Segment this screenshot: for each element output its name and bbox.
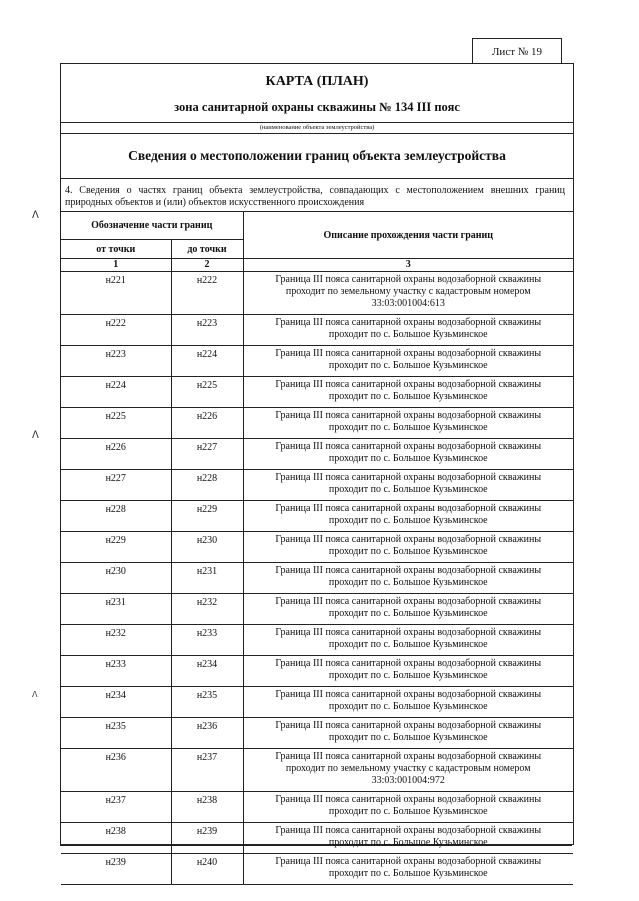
to-point-cell: н226: [171, 408, 243, 439]
description-cell: [243, 656, 573, 687]
to-point-cell: н237: [171, 749, 243, 792]
table-row: [61, 346, 573, 377]
description-cell: [243, 346, 573, 377]
table-row: [61, 408, 573, 439]
sheet-number: Лист № 19: [472, 38, 562, 64]
description-line: проходит по земельному участку с кадастровым номером: [285, 286, 531, 297]
description-line: Граница III пояса санитарной охраны водозаборной скважины: [275, 472, 542, 483]
description-line: проходит по с. Большое Кузьминское: [328, 360, 488, 371]
table-row: [61, 625, 573, 656]
frame-bottom-line: [60, 843, 572, 846]
from-point-cell: н230: [61, 563, 171, 594]
from-point-cell: н234: [61, 687, 171, 718]
table-row: [61, 854, 573, 885]
from-point-cell: н226: [61, 439, 171, 470]
from-point-cell: н221: [61, 272, 171, 315]
object-caption: (наименование объекта землеустройства): [61, 123, 573, 134]
to-point-cell: н236: [171, 718, 243, 749]
table-row: [61, 563, 573, 594]
description-cell: [243, 594, 573, 625]
description-line: проходит по с. Большое Кузьминское: [328, 422, 488, 433]
to-point-cell: н232: [171, 594, 243, 625]
description-cell: [243, 854, 573, 885]
section-note: 4. Сведения о частях границ объекта землеустройства, совпадающих с местоположением внешних границ природных объектов и (или) объектов искусственного происхождения: [61, 179, 573, 212]
description-line: проходит по с. Большое Кузьминское: [328, 639, 488, 650]
to-point-cell: н235: [171, 687, 243, 718]
description-cell: [243, 749, 573, 792]
description-line: Граница III пояса санитарной охраны водозаборной скважины: [275, 689, 542, 700]
description-line: проходит по с. Большое Кузьминское: [328, 732, 488, 743]
table-row: [61, 470, 573, 501]
description-line: Граница III пояса санитарной охраны водозаборной скважины: [275, 348, 542, 359]
description-cell: [243, 272, 573, 315]
description-line: проходит по земельному участку с кадастровым номером: [285, 763, 531, 774]
description-cell: [243, 532, 573, 563]
header-col-number: 1: [61, 259, 171, 272]
from-point-cell: н222: [61, 315, 171, 346]
to-point-cell: н228: [171, 470, 243, 501]
margin-mark: ⴷ: [32, 210, 39, 221]
description-line: проходит по с. Большое Кузьминское: [328, 546, 488, 557]
description-line: Граница III пояса санитарной охраны водозаборной скважины: [275, 565, 542, 576]
description-cell: [243, 687, 573, 718]
description-line: проходит по с. Большое Кузьминское: [328, 608, 488, 619]
header-col-number: 3: [243, 259, 573, 272]
description-cell: [243, 408, 573, 439]
header-from-point: от точки: [61, 240, 171, 259]
description-cell: [243, 718, 573, 749]
description-line: проходит по с. Большое Кузьминское: [328, 391, 488, 402]
description-line: 33:03:001004:613: [371, 298, 445, 309]
table-row: [61, 501, 573, 532]
description-line: Граница III пояса санитарной охраны водозаборной скважины: [275, 751, 542, 762]
description-line: Граница III пояса санитарной охраны водозаборной скважины: [275, 627, 542, 638]
description-cell: [243, 501, 573, 532]
table-row: [61, 377, 573, 408]
description-line: Граница III пояса санитарной охраны водозаборной скважины: [275, 503, 542, 514]
to-point-cell: н239: [171, 823, 243, 854]
description-cell: [243, 377, 573, 408]
table-row: [61, 718, 573, 749]
description-cell: [243, 823, 573, 854]
header-part-designation: Обозначение части границ: [61, 212, 243, 240]
to-point-cell: н233: [171, 625, 243, 656]
from-point-cell: н227: [61, 470, 171, 501]
description-line: Граница III пояса санитарной охраны водозаборной скважины: [275, 856, 542, 867]
description-cell: [243, 315, 573, 346]
document-subtitle: зона санитарной охраны скважины № 134 III пояс: [174, 100, 460, 114]
header-description: Описание прохождения части границ: [243, 212, 573, 259]
description-line: проходит по с. Большое Кузьминское: [328, 806, 488, 817]
from-point-cell: н229: [61, 532, 171, 563]
description-line: Граница III пояса санитарной охраны водозаборной скважины: [275, 596, 542, 607]
table-row: [61, 439, 573, 470]
description-cell: [243, 563, 573, 594]
description-line: проходит по с. Большое Кузьминское: [328, 484, 488, 495]
description-line: Граница III пояса санитарной охраны водозаборной скважины: [275, 317, 542, 328]
description-cell: [243, 470, 573, 501]
description-line: Граница III пояса санитарной охраны водозаборной скважины: [275, 410, 542, 421]
margin-mark: ⴷ: [32, 430, 39, 441]
to-point-cell: н230: [171, 532, 243, 563]
table-body: [61, 272, 573, 885]
description-cell: [243, 625, 573, 656]
description-cell: [243, 439, 573, 470]
to-point-cell: н234: [171, 656, 243, 687]
description-line: проходит по с. Большое Кузьминское: [328, 329, 488, 340]
description-line: Граница III пояса санитарной охраны водозаборной скважины: [275, 441, 542, 452]
section-title: Сведения о местоположении границ объекта землеустройства: [61, 134, 573, 179]
to-point-cell: н224: [171, 346, 243, 377]
description-line: проходит по с. Большое Кузьминское: [328, 577, 488, 588]
header-to-point: до точки: [171, 240, 243, 259]
description-line: Граница III пояса санитарной охраны водозаборной скважины: [275, 825, 542, 836]
to-point-cell: н238: [171, 792, 243, 823]
description-line: проходит по с. Большое Кузьминское: [328, 515, 488, 526]
to-point-cell: н231: [171, 563, 243, 594]
from-point-cell: н236: [61, 749, 171, 792]
description-line: проходит по с. Большое Кузьминское: [328, 701, 488, 712]
description-line: 33:03:001004:972: [371, 775, 445, 786]
table-row: [61, 687, 573, 718]
to-point-cell: н222: [171, 272, 243, 315]
description-line: проходит по с. Большое Кузьминское: [328, 868, 488, 879]
table-row: [61, 656, 573, 687]
from-point-cell: н232: [61, 625, 171, 656]
from-point-cell: н233: [61, 656, 171, 687]
description-line: проходит по с. Большое Кузьминское: [328, 670, 488, 681]
to-point-cell: н240: [171, 854, 243, 885]
from-point-cell: н228: [61, 501, 171, 532]
to-point-cell: н229: [171, 501, 243, 532]
table-row: [61, 749, 573, 792]
title-block: [61, 64, 573, 123]
table-row: [61, 272, 573, 315]
table-row: [61, 315, 573, 346]
description-line: проходит по с. Большое Кузьминское: [328, 837, 488, 848]
description-line: Граница III пояса санитарной охраны водозаборной скважины: [275, 379, 542, 390]
from-point-cell: н238: [61, 823, 171, 854]
description-line: Граница III пояса санитарной охраны водозаборной скважины: [275, 658, 542, 669]
document-frame: [60, 63, 574, 879]
from-point-cell: н237: [61, 792, 171, 823]
description-line: Граница III пояса санитарной охраны водозаборной скважины: [275, 720, 542, 731]
from-point-cell: н239: [61, 854, 171, 885]
from-point-cell: н223: [61, 346, 171, 377]
to-point-cell: н223: [171, 315, 243, 346]
description-line: Граница III пояса санитарной охраны водозаборной скважины: [275, 534, 542, 545]
margin-mark: ⴷ: [32, 690, 38, 699]
table-row: [61, 532, 573, 563]
description-line: Граница III пояса санитарной охраны водозаборной скважины: [275, 794, 542, 805]
description-cell: [243, 792, 573, 823]
table-row: [61, 792, 573, 823]
table-row: [61, 823, 573, 854]
from-point-cell: н231: [61, 594, 171, 625]
to-point-cell: н225: [171, 377, 243, 408]
from-point-cell: н235: [61, 718, 171, 749]
to-point-cell: н227: [171, 439, 243, 470]
from-point-cell: н225: [61, 408, 171, 439]
document-title: КАРТА (ПЛАН): [265, 74, 369, 89]
from-point-cell: н224: [61, 377, 171, 408]
table-row: [61, 594, 573, 625]
description-line: Граница III пояса санитарной охраны водозаборной скважины: [275, 274, 542, 285]
header-col-number: 2: [171, 259, 243, 272]
boundary-table: [61, 212, 573, 885]
description-line: проходит по с. Большое Кузьминское: [328, 453, 488, 464]
